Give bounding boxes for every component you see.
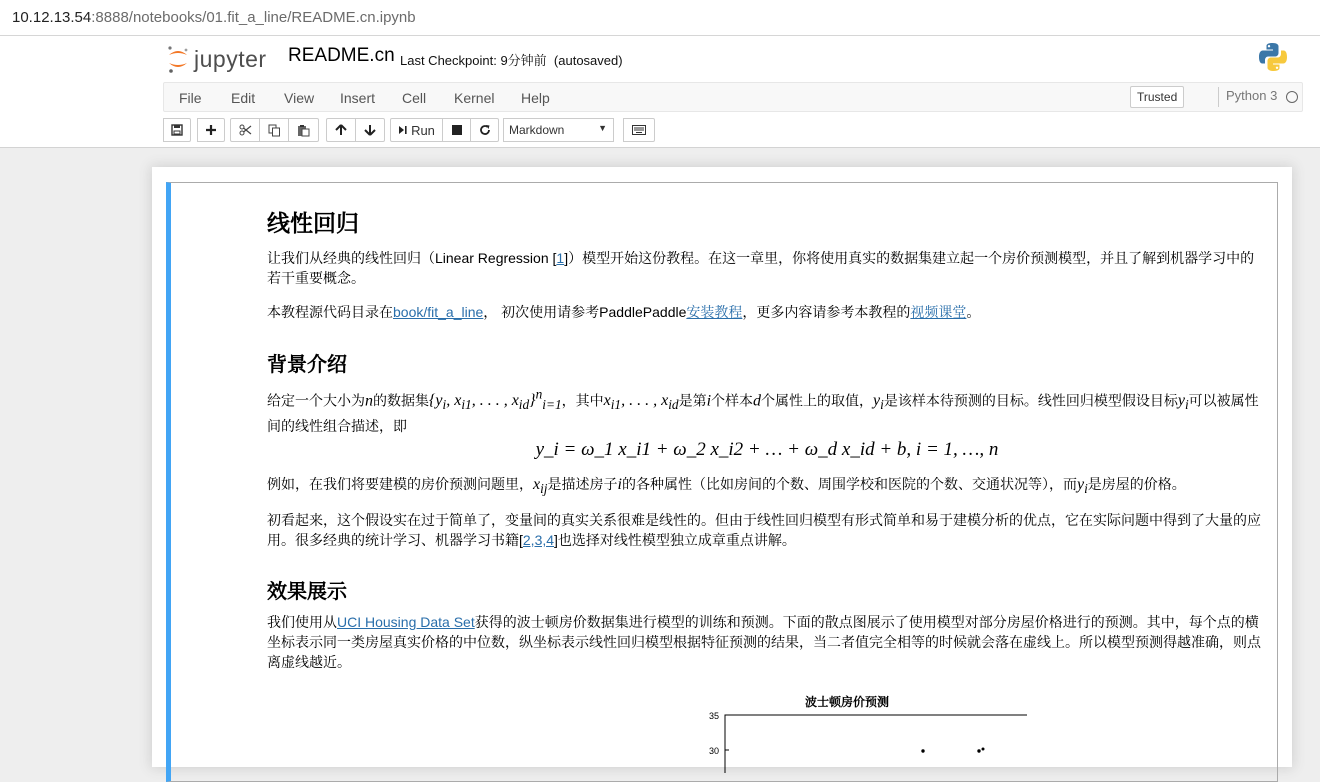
intro-paragraph: 让我们从经典的线性回归（Linear Regression [1]）模型开始这份教程。在这一章里，你将使用真实的数据集建立起一个房价预测模型，并且了解到机器学习中的若干重要概念。 — [267, 250, 1255, 286]
jupyter-logo[interactable] — [166, 43, 267, 75]
results-paragraph: 我们使用从UCI Housing Data Set获得的波士顿房价数据集进行模型的训练和预测。下面的散点图展示了使用模型对部分房屋价格进行的预测。其中，每个点的横坐标表示同一类房屋真实价格的中位数，纵坐标表示线性回归模型根据特征预测的结果，当二者值完全相等的时候就会落在虚线上。所以模型预测得越准确，则点离虚线越近。 — [267, 614, 1261, 670]
run-icon — [398, 125, 408, 135]
scatter-point — [921, 749, 924, 752]
source-code-link[interactable]: book/fit_a_line — [393, 304, 484, 320]
run-button[interactable] — [390, 118, 443, 142]
save-button[interactable] — [163, 118, 191, 142]
menu-cell[interactable]: Cell — [402, 90, 427, 106]
scatter-point — [982, 748, 985, 751]
insert-cell-button[interactable] — [197, 118, 225, 142]
jupyter-wordmark: jupyter — [194, 45, 267, 72]
heading-results: 效果展示 — [267, 579, 347, 603]
notebook-title[interactable]: README.cn — [288, 45, 395, 66]
arrow-up-icon — [335, 124, 347, 136]
menu-file[interactable]: File — [179, 90, 202, 106]
menu-view[interactable]: View — [284, 90, 315, 106]
menu-bar — [163, 82, 1303, 112]
y-tick-35: 35 — [708, 711, 719, 721]
python-logo-icon — [1258, 42, 1288, 77]
save-icon — [171, 124, 183, 136]
background-paragraph-3: 初看起来，这个假设实在过于简单了，变量间的真实关系很难是线性的。但由于线性回归模型有形式简单和易于建模分析的优点，它在实际问题中得到了大量的应用。很多经典的统计学习、机器学习书籍[2,3,4]也选择对线性模型独立成章重点讲解。 — [267, 512, 1261, 548]
menu-help[interactable]: Help — [521, 90, 550, 106]
trusted-indicator[interactable]: Trusted — [1130, 86, 1184, 108]
run-label: Run — [411, 122, 435, 138]
paste-button[interactable] — [288, 118, 319, 142]
reference-link-1[interactable]: 1 — [556, 250, 565, 266]
kernel-idle-icon — [1286, 91, 1298, 103]
scatter-plot-figure — [687, 693, 1027, 778]
video-course-link[interactable]: 视频课堂 — [910, 304, 967, 320]
reference-link-2-3-4[interactable]: 2,3,4 — [522, 532, 555, 548]
menu-kernel[interactable]: Kernel — [454, 90, 495, 106]
address-bar[interactable] — [0, 0, 1320, 36]
notebook-header — [0, 36, 1320, 148]
cut-button[interactable] — [230, 118, 260, 142]
cell-type-select[interactable] — [503, 118, 614, 142]
move-up-button[interactable] — [326, 118, 356, 142]
checkpoint-status: Last Checkpoint: 9分钟前 (autosaved) — [400, 53, 623, 68]
scatter-point — [977, 749, 980, 752]
command-palette-button[interactable] — [623, 118, 655, 142]
markdown-cell[interactable] — [166, 182, 1278, 782]
menu-insert[interactable]: Insert — [340, 90, 376, 106]
restart-icon — [479, 124, 491, 136]
paste-icon — [297, 124, 310, 137]
jupyter-logo-icon — [166, 44, 190, 74]
chart-title: 波士顿房价预测 — [805, 695, 890, 709]
arrow-down-icon — [364, 124, 376, 136]
copy-button[interactable] — [259, 118, 289, 142]
background-paragraph-1: 给定一个大小为n的数据集{$y_i$, $x_{i1}$, . . . , $x_{id}\}^n_{i=1}$，其中$x_{i1}$, . . . , $x_{id}$是第i个样本d个属性上的取值，$y_i$是该样本待预测的目标。线性回归模型假设目标$y_i$可以被属性间的线性组合描述，即 — [267, 387, 1259, 434]
menu-edit[interactable]: Edit — [231, 90, 256, 106]
copy-icon — [268, 124, 281, 137]
heading-background: 背景介绍 — [267, 352, 347, 376]
stop-icon — [452, 125, 462, 135]
source-paragraph: 本教程源代码目录在book/fit_a_line， 初次使用请参考PaddlePaddle安装教程，更多内容请参考本教程的视频课堂。 — [267, 304, 981, 320]
restart-button[interactable] — [470, 118, 499, 142]
regression-equation: y_i = ω_1 x_i1 + ω_2 x_i2 + … + ω_d x_id + b, i = 1, …, n — [535, 439, 999, 460]
url-text[interactable]: 10.12.13.54:8888/notebooks/01.fit_a_line/README.cn.ipynb — [12, 9, 416, 26]
move-down-button[interactable] — [355, 118, 385, 142]
interrupt-button[interactable] — [442, 118, 471, 142]
cell-type-value: Markdown — [509, 123, 565, 137]
keyboard-icon — [632, 125, 646, 135]
y-tick-30: 30 — [708, 746, 719, 756]
plus-icon — [205, 124, 217, 136]
heading-linear-regression: 线性回归 — [267, 210, 359, 237]
uci-housing-link[interactable]: UCI Housing Data Set — [337, 614, 475, 630]
scissors-icon — [239, 124, 252, 136]
background-paragraph-2: 例如，在我们将要建模的房价预测问题里，$x_{ij}$是描述房子i的各种属性（比如房间的个数、周围学校和医院的个数、交通状况等），而$y_i$是房屋的价格。 — [267, 476, 1186, 497]
install-tutorial-link[interactable]: 安装教程 — [686, 304, 743, 320]
kernel-name[interactable]: Python 3 — [1218, 87, 1277, 107]
notebook-page — [152, 167, 1292, 767]
caret-down-icon: ▼ — [598, 123, 607, 133]
